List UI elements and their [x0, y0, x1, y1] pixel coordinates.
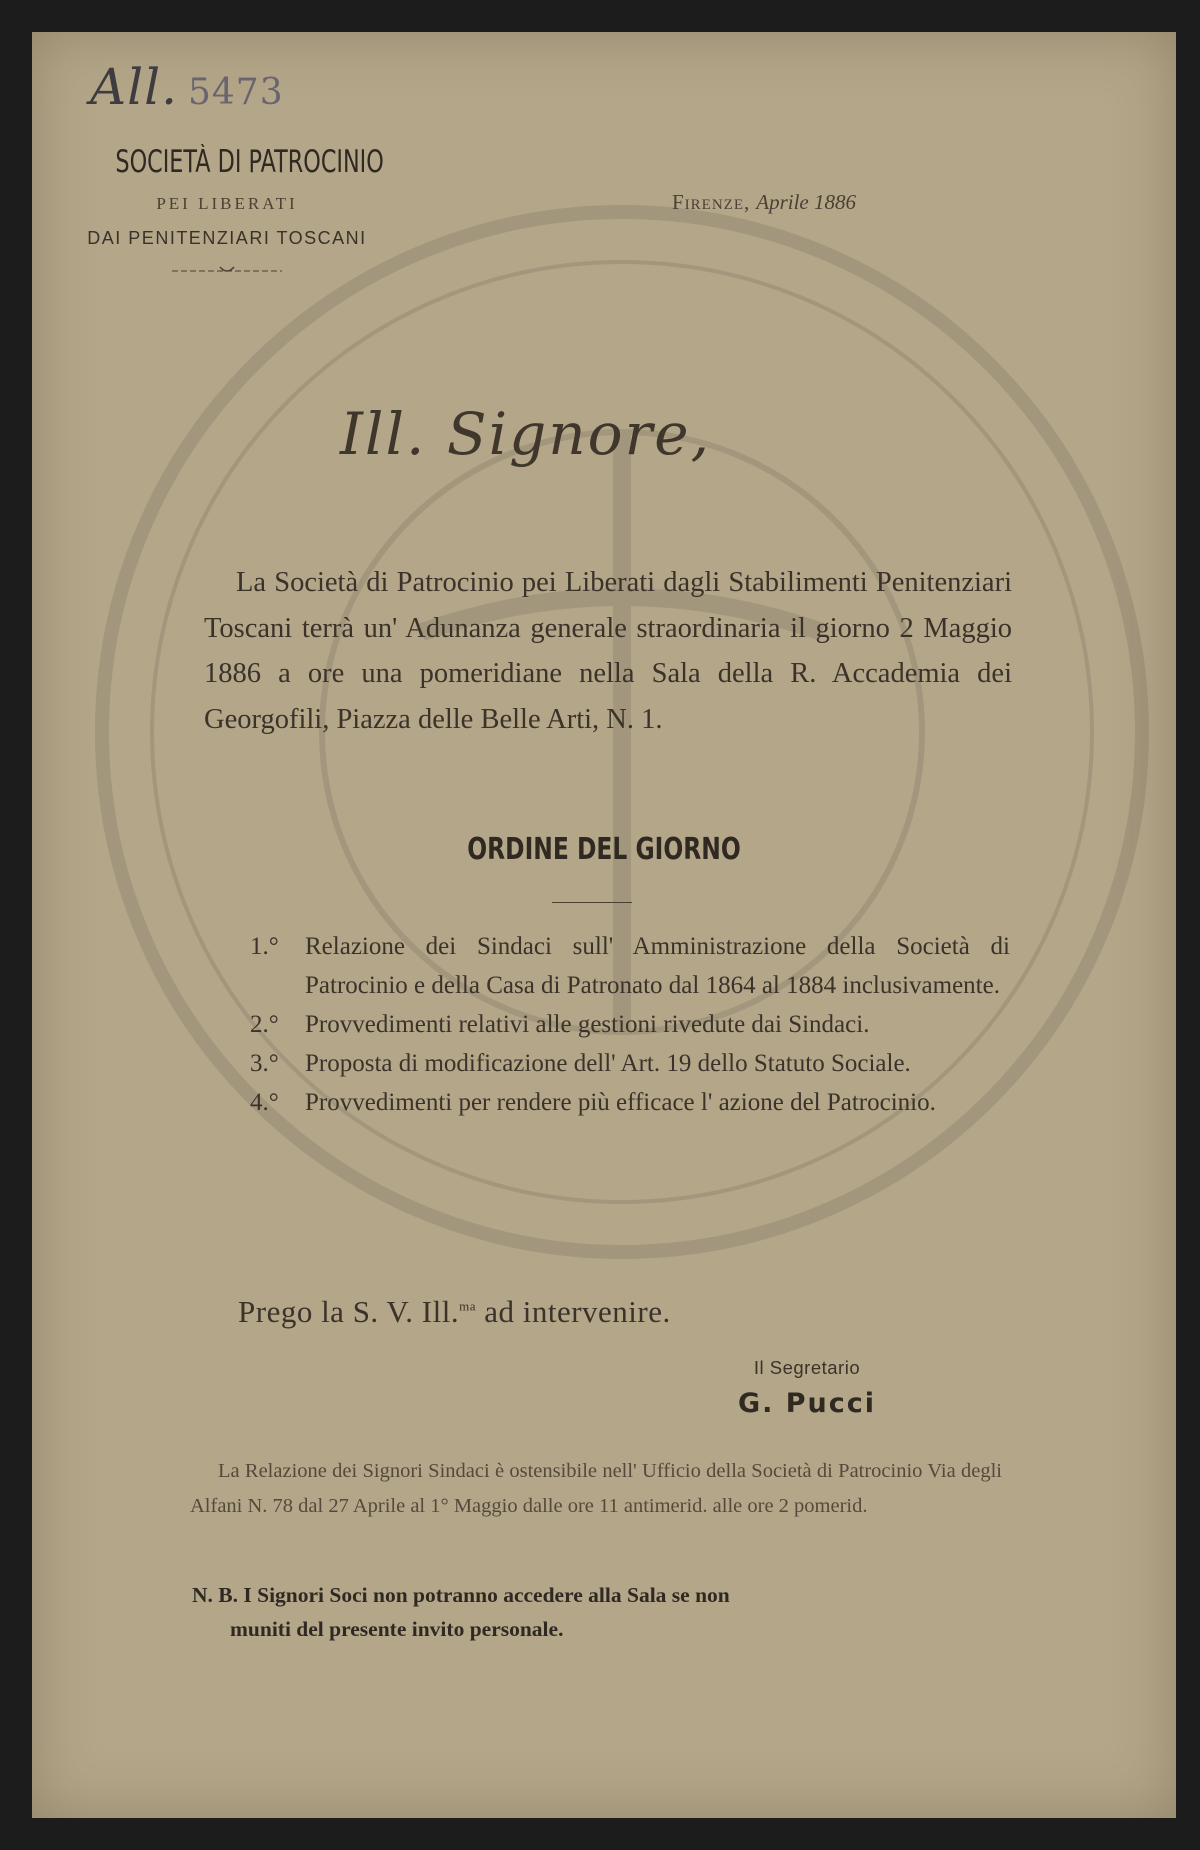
date: Aprile 1886 [756, 190, 856, 214]
closing-text-end: ad intervenire. [484, 1294, 671, 1329]
society-name: SOCIETÀ DI PATROCINIO [115, 144, 384, 180]
agenda-item [250, 927, 1010, 1005]
agenda-title: ORDINE DEL GIORNO [467, 832, 741, 867]
agenda-item-text: Proposta di modificazione dell' Art. 19 dello Statuto Sociale. [305, 1050, 911, 1077]
agenda-item [250, 1044, 1010, 1083]
nota-bene [192, 1578, 1002, 1646]
agenda-item-number: 3.° [250, 1050, 279, 1077]
agenda-item [250, 1083, 1010, 1122]
closing-superscript: ma [459, 1298, 476, 1314]
archive-mark [90, 58, 284, 116]
salutation: Ill. Signore, [340, 400, 712, 468]
letterhead-subtitle: PEI LIBERATI [156, 194, 298, 213]
agenda-item-number: 2.° [250, 1011, 279, 1038]
agenda-divider [552, 902, 632, 903]
closing-line [238, 1294, 671, 1330]
archive-number: 5473 [187, 72, 284, 113]
place-date [672, 190, 856, 215]
nota-bene-line-2: muniti del presente invito personale. [230, 1617, 564, 1641]
letterhead [72, 144, 382, 282]
signature-title: Il Segretario [753, 1357, 861, 1378]
agenda-item-number: 4.° [250, 1089, 279, 1116]
agenda-item-text: Provvedimenti relativi alle gestioni rivedute dai Sindaci. [305, 1011, 870, 1038]
signature-name: G. Pucci [737, 1388, 877, 1419]
letterhead-subtitle-2: DAI PENITENZIARI TOSCANI [87, 228, 367, 248]
ornament-divider-icon [172, 265, 282, 277]
nota-bene-line-1: N. B. I Signori Soci non potranno accedere alla Sala se non [192, 1583, 730, 1607]
agenda-item-text: Provvedimenti per rendere più efficace l' azione del Patrocinio. [305, 1089, 936, 1116]
document-sheet [32, 32, 1176, 1818]
closing-text: Prego la S. V. Ill. [238, 1294, 460, 1329]
agenda-item-number: 1.° [250, 933, 279, 960]
report-note: La Relazione dei Signori Sindaci è ostensibile nell' Ufficio della Società di Patrocinio Via degli Alfani N. 78 dal 27 Aprile al 1° Maggio dalle ore 11 antimerid. alle ore 2 pomerid. [190, 1460, 1002, 1517]
agenda-item [250, 1005, 1010, 1044]
agenda-item-text: Relazione dei Sindaci sull' Amministrazione della Società di Patrocinio e della Casa di Patronato dal 1864 al 1884 inclusivamente. [305, 933, 1010, 999]
place: Firenze, [672, 190, 751, 214]
intro-paragraph: La Società di Patrocinio pei Liberati dagli Stabilimenti Penitenziari Toscani terrà un' Adunanza generale straordinaria il giorno 2 Maggio 1886 a ore una pomeridiane nella Sala della R. Accademia dei Georgofili, Piazza delle Belle Arti, N. 1. [204, 567, 1012, 735]
agenda-list [250, 927, 1010, 1122]
archive-mark-handwritten: All. [90, 58, 178, 116]
